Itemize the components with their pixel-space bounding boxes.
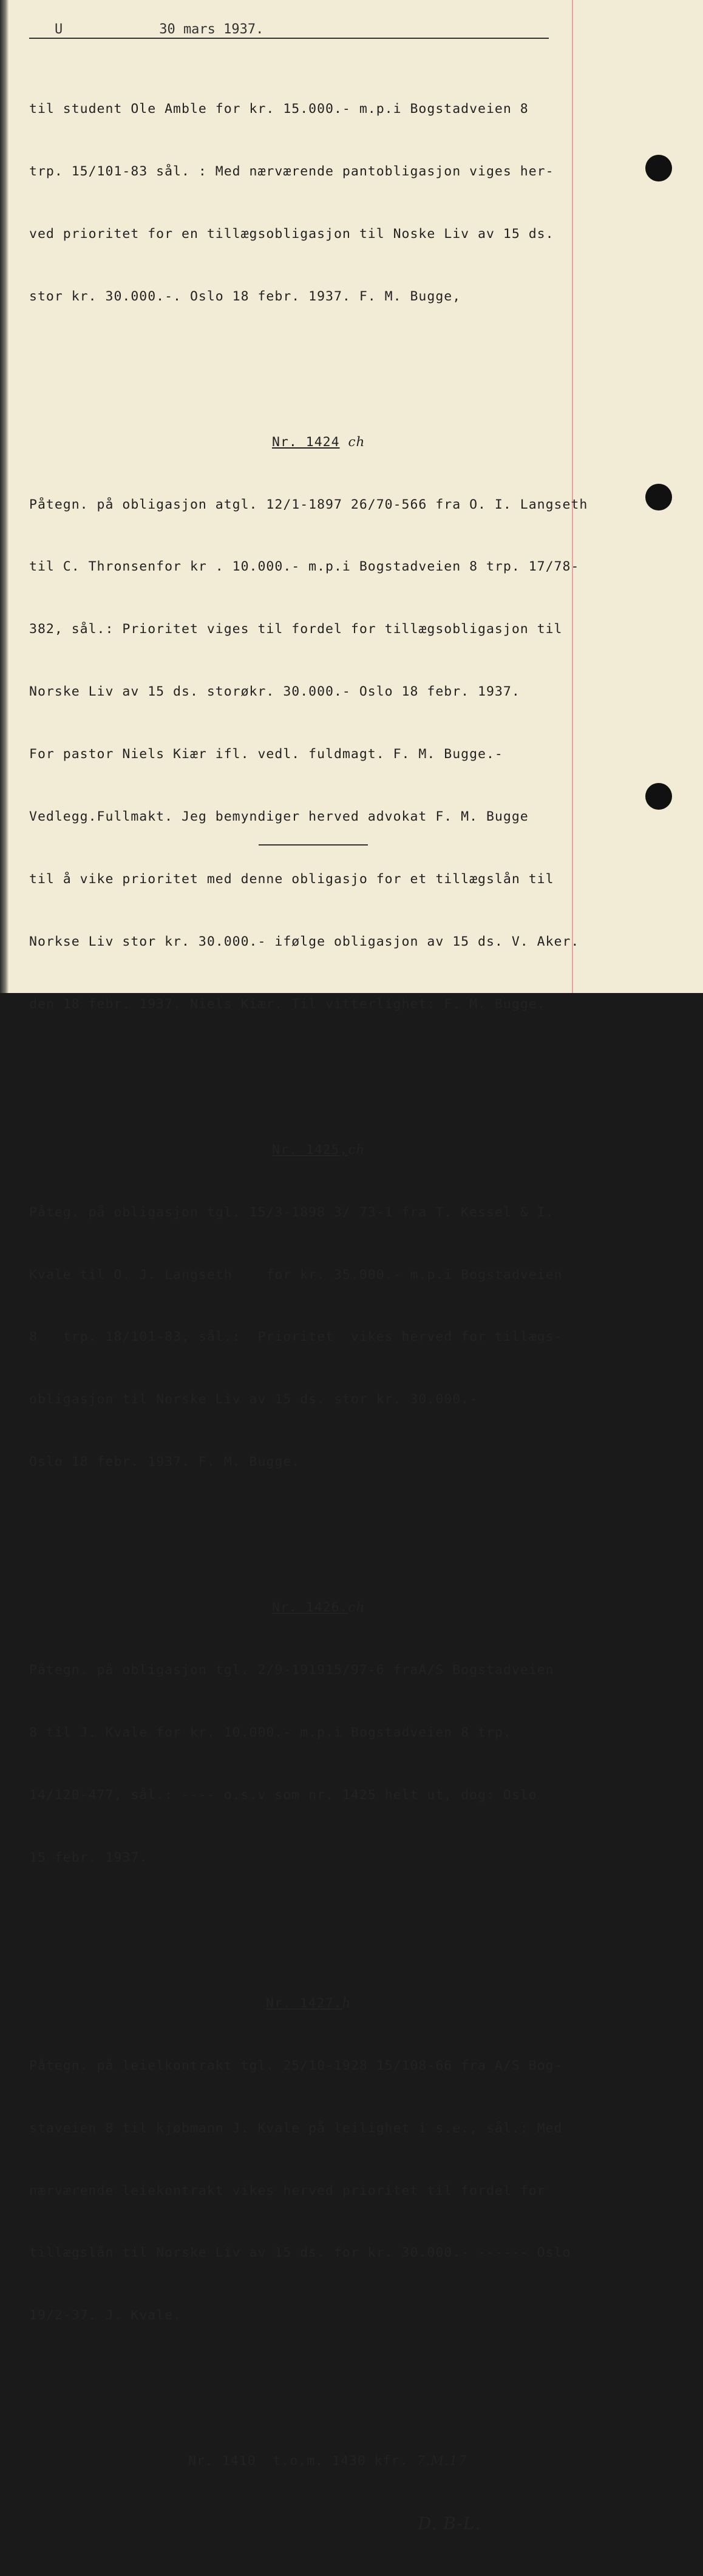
text-line: 19/2-37. J. Kvale. bbox=[29, 2308, 182, 2323]
text-line: Påteg. på obligasjon tgl. 15/3-1898 3/ 73-1 fra T. Kessel & I. bbox=[29, 1204, 554, 1220]
text-line: 15 febr. 1937. bbox=[29, 1849, 148, 1865]
entry-number: Nr. 1424 ch bbox=[272, 434, 365, 450]
text-line: til student Ole Amble for kr. 15.000.- m.p.i Bogstadveien 8 bbox=[29, 101, 529, 117]
text-line: Påtegn. på obligasjon atgl. 12/1-1897 26/70-566 fra O. I. Langseth bbox=[29, 497, 588, 512]
initials: ch bbox=[348, 1600, 365, 1616]
footer-line bbox=[29, 2451, 576, 2472]
text-line: til å vike prioritet med denne obligasjo for et tillægslån til bbox=[29, 871, 554, 887]
text-line: 8 trp. 18/101-83, sål.: Prioritet vikes herved for tillægs- bbox=[29, 1329, 563, 1345]
page-header bbox=[55, 22, 263, 37]
text-line: For pastor Niels Kiær ifl. vedl. fuldmagt. F. M. Bugge.- bbox=[29, 747, 503, 762]
text-line: trp. 15/101-83 sål. : Med nærværende pantobligasjon viges her- bbox=[29, 163, 554, 179]
text-line: Oslo 18 febr. 1937. F. M. Bugge. bbox=[29, 1454, 301, 1470]
entry-number: Nr. 1425,ch bbox=[272, 1142, 365, 1158]
text-line: staveien 8 til kjøbmann J. Kvale på leilighet i s.e., sål.: Med bbox=[29, 2120, 563, 2136]
text-line: stor kr. 30.000.-. Oslo 18 febr. 1937. F. M. Bugge, bbox=[29, 288, 461, 304]
entry-number: Nr. 1427.h bbox=[266, 1995, 352, 2011]
closing-rule bbox=[259, 844, 368, 846]
header-mark: U bbox=[55, 22, 63, 37]
text-line: den 18 febr. 1937. Niels Kiær. Til vitterlighet: F. M. Bugge. bbox=[29, 996, 546, 1012]
text-line: Kvale til O. J. Langseth for kr. 35.000.- m.p.i Bogstadveien bbox=[29, 1267, 563, 1283]
signature-line bbox=[29, 2513, 576, 2534]
text-line: ved prioritet for en tillægsobligasjon til Noske Liv av 15 ds. bbox=[29, 226, 554, 242]
page-edge-shadow bbox=[0, 0, 8, 993]
text-line: til C. Thronsenfor kr . 10.000.- m.p.i Bogstadveien 8 trp. 17/78- bbox=[29, 559, 580, 575]
punch-hole bbox=[645, 783, 672, 810]
text-line: 382, sål.: Prioritet viges til fordel for tillægsobligasjon til bbox=[29, 622, 563, 637]
text-line: 14/120-477, sål.: ---- o.s.v som nr. 1425 helt ut, dog: Oslo bbox=[29, 1787, 537, 1803]
text-line: Norkse Liv stor kr. 30.000.- ifølge obligasjon av 15 ds. V. Aker. bbox=[29, 934, 580, 949]
initials: ch bbox=[348, 434, 365, 450]
entry-number: Nr. 1426.ch bbox=[272, 1600, 365, 1616]
text-line: tillægslån til Norske Liv av 15 ds. for kr. 30.000.- ------ Oslo bbox=[29, 2245, 571, 2261]
text-line: Påtegn. på leielkontrakt tgl. 25/10-1928 15/108-66 fra A/S Bog- bbox=[29, 2058, 563, 2073]
punch-hole bbox=[645, 484, 672, 510]
text-line: Norske Liv av 15 ds. storøkr. 30.000.- Oslo 18 febr. 1937. bbox=[29, 684, 520, 700]
text-line: obligasjon til Norske Liv av 15 ds. stor kr. 30.000.- bbox=[29, 1392, 478, 1408]
text-line: Vedlegg.Fullmakt. Jeg bemyndiger herved advokat F. M. Bugge bbox=[29, 808, 529, 824]
footer-text: Nr. 1410 t.o.m. 1430 kfr. bbox=[188, 2453, 409, 2469]
header-date: 30 mars 1937. bbox=[159, 22, 264, 37]
text-line: 8 til J. Kvale for kr. 10.000.- m.p.i Bogstadveien 8 trp. bbox=[29, 1725, 512, 1741]
signature-initials: 7.M.17 bbox=[416, 2453, 467, 2469]
punch-hole bbox=[645, 155, 672, 181]
signature: D. B-L. bbox=[418, 2513, 481, 2534]
initials: ch bbox=[348, 1142, 365, 1158]
initials: h bbox=[342, 1995, 352, 2011]
text-line: nærværende leiekontrakt vikes herved prioritet til fordel for bbox=[29, 2183, 546, 2198]
text-line: Påtegn. på obligasjon tgl. 2/9-191915/97-6 fraA/S Bogstadveien bbox=[29, 1663, 554, 1678]
ledger-text bbox=[29, 36, 588, 2576]
